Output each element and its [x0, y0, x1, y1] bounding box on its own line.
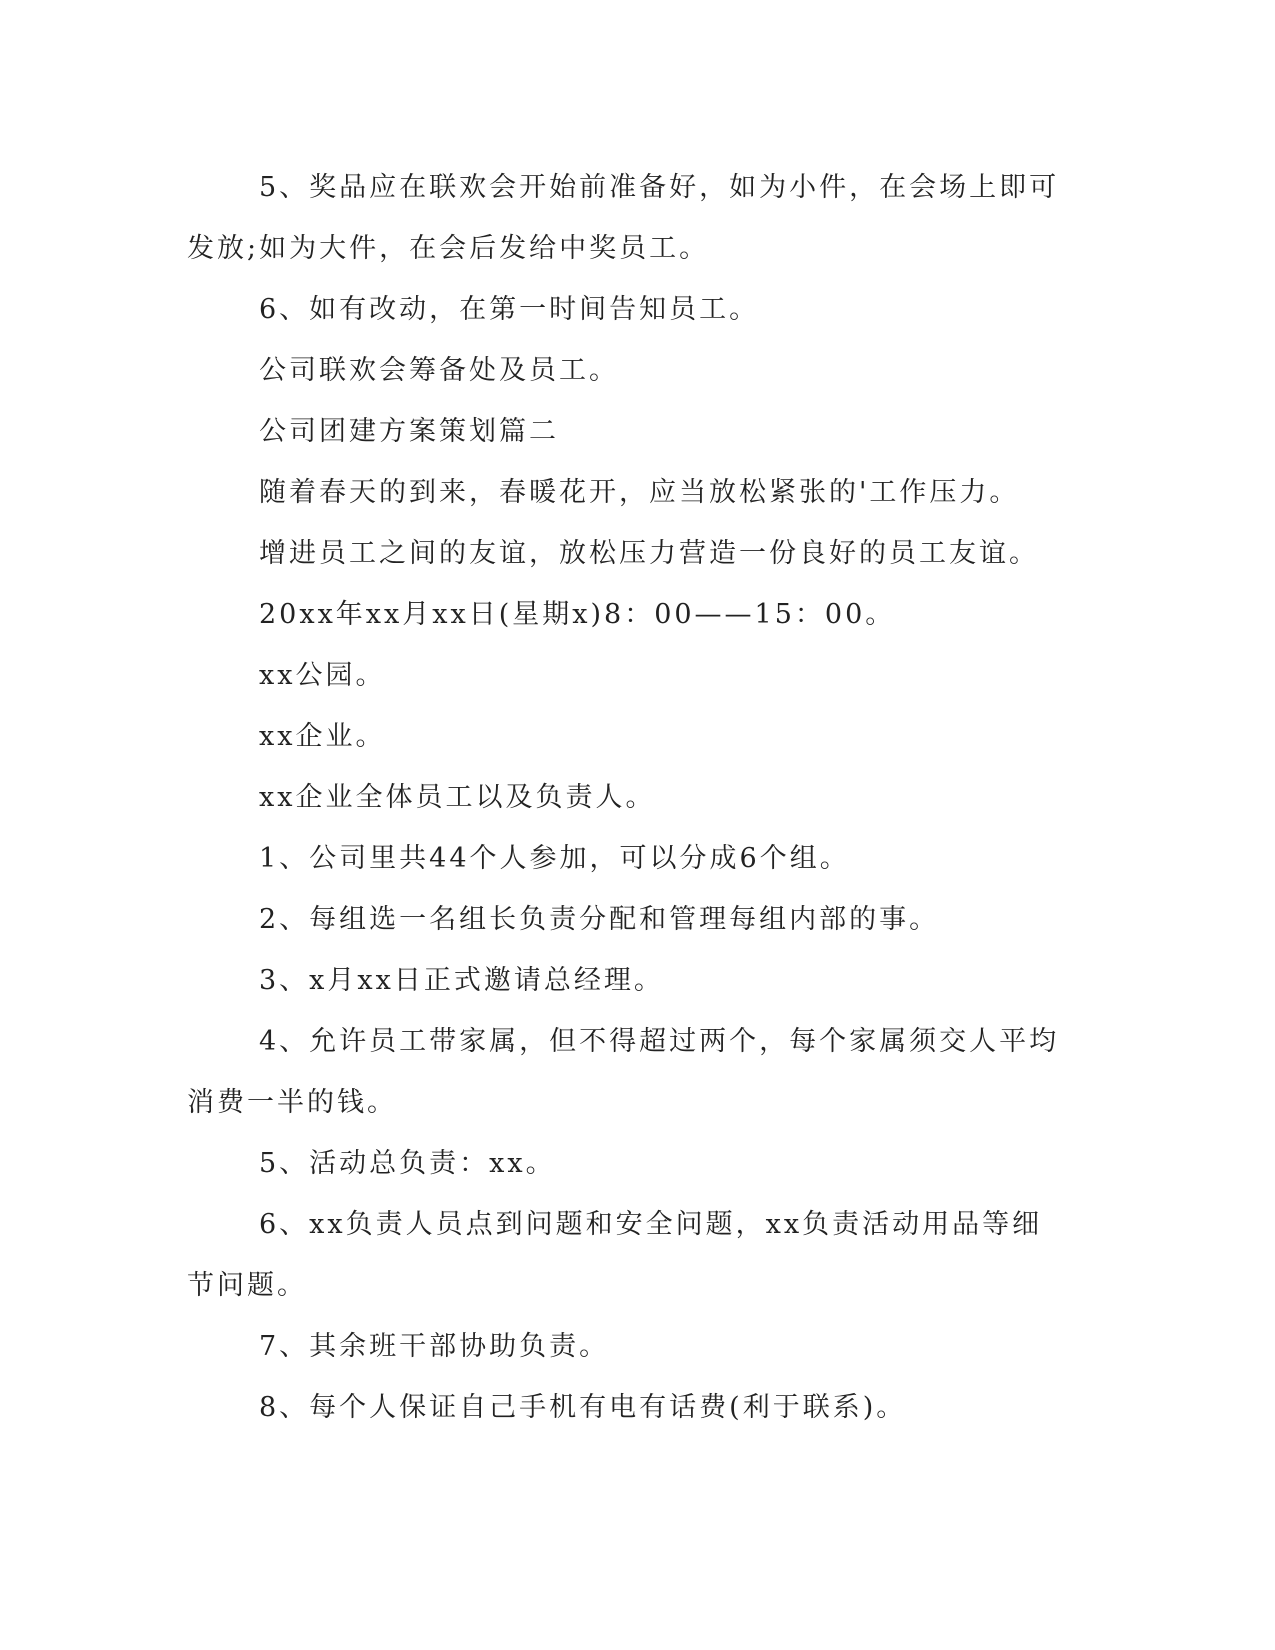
- document-body: [187, 157, 1067, 1438]
- paragraph-background: 随着春天的到来，春暖花开，应当放松紧张的'工作压力。: [259, 477, 1020, 508]
- paragraph-change-notice: 6、如有改动，在第一时间告知员工。: [259, 294, 760, 325]
- list-item-5: 5、活动总负责：xx。: [259, 1148, 556, 1179]
- list-item-3: 3、x月xx日正式邀请总经理。: [259, 965, 664, 996]
- paragraph-host: xx企业。: [259, 721, 386, 752]
- list-item-4: 4、允许员工带家属，但不得超过两个，每个家属须交人平均消费一半的钱。: [187, 1026, 1060, 1118]
- paragraph-participants: xx企业全体员工以及负责人。: [259, 782, 656, 813]
- list-item-7: 7、其余班干部协助负责。: [259, 1331, 610, 1362]
- paragraph-location: xx公园。: [259, 660, 386, 691]
- paragraph-time: 20xx年xx月xx日(星期x)8：00——15：00。: [259, 599, 896, 630]
- section-heading: 公司团建方案策划篇二: [259, 416, 559, 447]
- list-item-2: 2、每组选一名组长负责分配和管理每组内部的事。: [259, 904, 940, 935]
- list-item-1: 1、公司里共44个人参加，可以分成6个组。: [259, 843, 850, 874]
- list-item-6: 6、xx负责人员点到问题和安全问题，xx负责活动用品等细节问题。: [187, 1209, 1043, 1301]
- paragraph-organizer: 公司联欢会筹备处及员工。: [259, 355, 619, 386]
- paragraph-prize-distribution: 5、奖品应在联欢会开始前准备好，如为小件，在会场上即可发放;如为大件，在会后发给中奖员工。: [187, 172, 1060, 264]
- list-item-8: 8、每个人保证自己手机有电有话费(利于联系)。: [259, 1392, 907, 1423]
- paragraph-purpose: 增进员工之间的友谊，放松压力营造一份良好的员工友谊。: [259, 538, 1039, 569]
